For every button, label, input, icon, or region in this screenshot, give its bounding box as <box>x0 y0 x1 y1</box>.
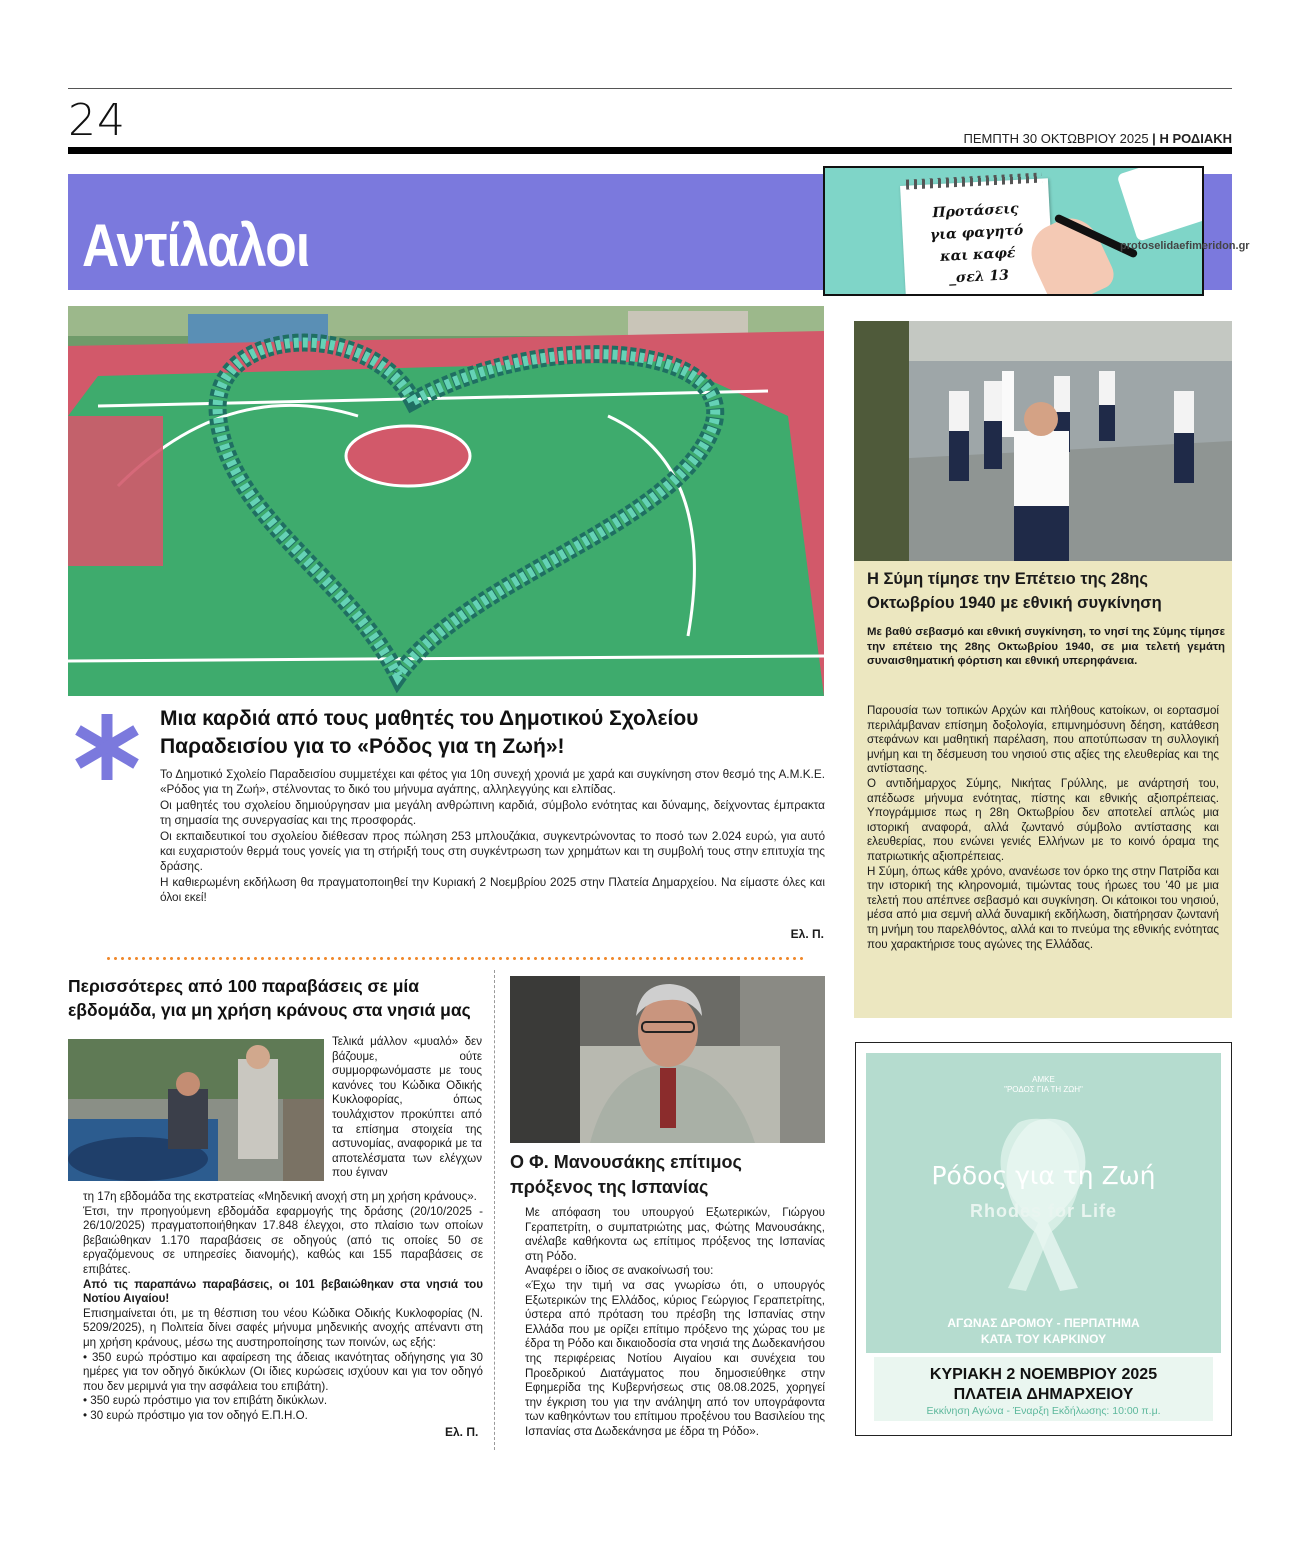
symi-headline: Η Σύμη τίμησε την Επέτειο της 28ης Οκτωβρίου 1940 με εθνική συγκίνηση <box>867 570 1162 612</box>
symi-paragraph: Παρουσία των τοπικών Αρχών και πλήθους κατοίκων, οι εορτασμοί περιλάμβαναν επίσημη δοξολογία, επιμνημόσυνη δέηση, κατάθεση στεφάνων και μαθητική παρέλαση, που αποτύπωσαν τη συλλογική μνήμη και τη δέσμευση του νησιού στις αξίες της ελευθερίας και της αντίστασης. <box>867 704 1219 776</box>
ad-event <box>866 1315 1221 1347</box>
lead-headline: Μια καρδιά από τους μαθητές του Δημοτικού Σχολείου Παραδεισίου για το «Ρόδος για τη Ζωή»! <box>160 707 699 758</box>
helmet-paragraph: τη 17η εβδομάδα της εκστρατείας «Μηδενική ανοχή στη μη χρήση κράνους». <box>83 1190 477 1203</box>
promo-line: και καφέ <box>939 245 1016 265</box>
ad-date-panel <box>874 1357 1213 1421</box>
ad-organization <box>866 1075 1221 1095</box>
lead-paragraph: Οι μαθητές του σχολείου δημιούργησαν μια μεγάλη ανθρώπινη καρδιά, σύμβολο ενότητας και δύναμης, δείχνοντας έμπρακτα τη σημασία της συνεργασίας και της προσφοράς. <box>160 797 825 828</box>
helmet-headline: Περισσότερες από 100 παραβάσεις σε μία εβδομάδα, για μη χρήση κράνους στα νησιά μας <box>68 976 471 1020</box>
helmet-paragraph: Έτσι, την προηγούμενη εβδομάδα εφαρμογής της δράσης (20/10/2025 - 26/10/2025) πραγματοποιήθηκαν 17.848 έλεγχοι, στο πλαίσιο των οποίων βεβαιώθηκαν 1.170 παραβάσεις σε οδηγούς (από τις οποίες 50 σε εργαζόμενους σε υπηρεσίες διανομής), καθώς και 155 παραβάσεις σε επιβάτες. <box>83 1204 483 1276</box>
consul-paragraph: Αναφέρει ο ίδιος σε ανακοίνωσή του: <box>525 1264 714 1278</box>
ad-org-line: "ΡΟΔΟΣ ΓΙΑ ΤΗ ΖΩΗ" <box>1004 1085 1083 1094</box>
rhodes-for-life-ad[interactable] <box>855 1042 1232 1436</box>
dateline-separator: | <box>1148 131 1160 146</box>
notebook-image <box>1117 166 1204 242</box>
symi-paragraph: Η Σύμη, όπως κάθε χρόνο, ανανέωσε τον όρκο της στην Πατρίδα και την ιστορική της κληρονομιά, τιμώντας τους ήρωες του '40 με μια τελετή που απέπνεε σεβασμό και συγκίνηση. Οι κάτοικοι του νησιού, μέσα από μια σεμνή αλλά δυναμική εκδήλωση, διατήρησαν ζωντανή τη μνήμη του παρελθόντος, αλλά και το πνεύμα της εθνικής ενότητας που χαρακτήρισε τους αγώνες της Ελλάδας. <box>867 864 1219 951</box>
dotted-divider <box>105 957 805 960</box>
symi-lead: Με βαθύ σεβασμό και εθνική συγκίνηση, το νησί της Σύμης τίμησε την επέτειο της 28ης Οκτωβρίου 1940, σε μια τελετή γεμάτη συναισθηματική φόρτιση και εθνική υπερηφάνεια. <box>867 626 1225 668</box>
helmet-bullet: • 350 ευρώ πρόστιμο και αφαίρεση της άδειας ικανότητας οδήγησης για 30 ημέρες για τον οδηγό δικύκλων (Οι ίδιες κυρώσεις ισχύουν και για τον οδηγό που δεν μεριμνά για την ασφάλεια του επιβάτη). <box>83 1350 483 1393</box>
top-rule <box>68 88 1232 89</box>
dateline <box>963 131 1232 146</box>
promo-line: _σελ 13 <box>948 267 1010 287</box>
ad-start-time: Εκκίνηση Αγώνα - Έναρξη Εκδήλωσης: 10:00 π.μ. <box>926 1405 1161 1417</box>
helmet-bullet: • 350 ευρώ πρόστιμο για τον επιβάτη δικύκλων. <box>83 1394 328 1408</box>
police-photo <box>68 1039 324 1181</box>
section-title: Αντίλαλοι <box>82 212 310 279</box>
promo-box[interactable] <box>823 166 1204 296</box>
watermark: protoselidaefimeridon.gr <box>1120 240 1250 252</box>
police-photo-graphic <box>68 1039 324 1181</box>
ad-date-line: ΚΥΡΙΑΚΗ 2 ΝΟΕΜΒΡΙΟΥ 2025 <box>929 1366 1158 1383</box>
promo-note <box>900 178 1054 296</box>
helmet-signature: Ελ. Π. <box>445 1425 479 1439</box>
lead-body <box>160 767 825 906</box>
heart-photo <box>68 306 824 696</box>
newspaper-name: Η ΡΟΔΙΑΚΗ <box>1159 131 1232 146</box>
helmet-highlight: Από τις παραπάνω παραβάσεις, οι 101 βεβαιώθηκαν στα νησιά του Νοτίου Αιγαίου! <box>83 1277 483 1306</box>
promo-line: για φαγητό <box>929 222 1024 244</box>
consul-body <box>525 1206 825 1440</box>
symi-parade-photo <box>854 321 1232 561</box>
helmet-paragraph: Επισημαίνεται ότι, με τη θέσπιση του νέου Κώδικα Οδικής Κυκλοφορίας (Ν. 5209/2025), η Πολιτεία δίνει σαφές μήνυμα μηδενικής ανοχής απέναντι στη μη χρήση κράνους, μέσω της αυστηροποίησης των ποινών, ως εξής: <box>83 1306 483 1349</box>
consul-paragraph: «Έχω την τιμή να σας γνωρίσω ότι, ο υπουργός Εξωτερικών της Ελλάδος, κύριος Γεώργιος Γεραπετρίτης, ύστερα από πρόταση του πρέσβη της Ισπανίας στην Ελλάδα που με ορίζει επίτιμο πρόξενο της χώρας του με έδρα τη Ρόδο και δικαιοδοσία στα νησιά της Δωδεκανήσου της περιφέρειας Νοτίου Αιγαίου και συνέχεια του Προεδρικού Διατάγματος που δημοσιεύθηκε στην Εφημερίδα της Κυβερνήσεως στις 08.08.2025, χορηγεί την έγκριση του για την ανάληψη από τον υπογράφοντα των καθηκόντων του επίτιμου προξένου του Βασιλείου της Ισπανίας στα Δωδεκάνησα με έδρα τη Ρόδο». <box>525 1278 825 1438</box>
page-number: 24 <box>68 95 126 146</box>
ad-title: Ρόδος για τη Ζωή <box>931 1161 1156 1190</box>
lead-signature: Ελ. Π. <box>790 927 824 941</box>
ad-date-band <box>866 1353 1221 1425</box>
ad-org-line: ΑΜΚΕ <box>1032 1075 1055 1084</box>
promo-text <box>909 197 1045 292</box>
symi-paragraph: Ο αντιδήμαρχος Σύμης, Νικήτας Γρύλλης, με ανάρτησή του, απέδωσε μήνυμα ενότητας, πίστης και εθνικής αξιοπρέπειας. Υπογράμμισε πως η 28η Οκτωβρίου δεν αποτελεί απλώς μια ιστορική αναφορά, αλλά ζωντανό σύμβολο αντίστασης και ελευθερίας, που ενώνει γενιές Ελλήνων με το κοινό όραμα της πατριωτικής αξιοπρέπειας. <box>867 776 1219 863</box>
column-divider <box>494 970 495 1450</box>
lead-paragraph: Οι εκπαιδευτικοί του σχολείου διέθεσαν προς πώληση 253 μπλουζάκια, συγκεντρώνοντας το ποσό των 2.024 ευρώ, για αυτό και ευχαριστούν θερμά τους γονείς για τη στήριξή τους στη συγκέντρωση των χρημάτων και τη συμβολή τους στην επιτυχία της δράσης. <box>160 828 825 874</box>
heart-photo-graphic <box>68 306 824 696</box>
helmet-body <box>83 1190 483 1424</box>
asterisk-icon <box>72 712 142 782</box>
ad-event-line: ΚΑΤΑ ΤΟΥ ΚΑΡΚΙΝΟΥ <box>980 1332 1107 1346</box>
lead-paragraph: Το Δημοτικό Σχολείο Παραδεισίου συμμετέχει και φέτος για 10η συνεχή χρονιά με χαρά και συγκίνηση στον θεσμό της Α.Μ.Κ.Ε. «Ρόδος για τη Ζωή», στέλνοντας το δικό του μήνυμα αγάπης, αλληλεγγύης και ελπίδας. <box>160 767 825 797</box>
issue-date: ΠΕΜΠΤΗ 30 ΟΚΤΩΒΡΙΟΥ 2025 <box>963 131 1149 146</box>
promo-line: Προτάσεις <box>932 200 1019 222</box>
symi-body <box>867 704 1219 952</box>
consul-headline: Ο Φ. Μανουσάκης επίτιμος πρόξενος της Ισπανίας <box>510 1152 742 1197</box>
lead-paragraph: Η καθιερωμένη εκδήλωση θα πραγματοποιηθεί την Κυριακή 2 Νοεμβρίου 2025 στην Πλατεία Δημαρχείου. Να είμαστε όλες και όλοι εκεί! <box>160 874 825 905</box>
consul-photo-graphic <box>510 976 825 1143</box>
ad-panel <box>866 1053 1221 1425</box>
consul-photo <box>510 976 825 1143</box>
ad-date-line: ΠΛΑΤΕΙΑ ΔΗΜΑΡΧΕΙΟΥ <box>953 1386 1134 1403</box>
helmet-intro: Τελικά μάλλον «μυαλό» δεν βάζουμε, ούτε συμμορφωνόμαστε με τους κανόνες του Κώδικα Οδικής Κυκλοφορίας, όπως τουλάχιστον προκύπτει από τα επίσημα στοιχεία της αστυνομίας, αναφορικά με τα αποτελέσματα των ελέγχων που έγιναν <box>332 1035 482 1180</box>
ad-date <box>874 1365 1213 1405</box>
consul-paragraph: Με απόφαση του υπουργού Εξωτερικών, Γιώργου Γεραπετρίτη, ο συμπατριώτης μας, Φώτης Μανουσάκης, ανέλαβε καθήκοντα ως επίτιμος πρόξενος της Ισπανίας στη Ρόδο. <box>525 1206 825 1263</box>
ad-subtitle: Rhodes for Life <box>969 1201 1117 1221</box>
ad-event-line: ΑΓΩΝΑΣ ΔΡΟΜΟΥ - ΠΕΡΠΑΤΗΜΑ <box>947 1316 1140 1330</box>
helmet-bullet: • 30 ευρώ πρόστιμο για τον οδηγό Ε.Π.Η.Ο. <box>83 1408 308 1422</box>
symi-photo-graphic <box>854 321 1232 561</box>
header-rule <box>68 147 1232 154</box>
